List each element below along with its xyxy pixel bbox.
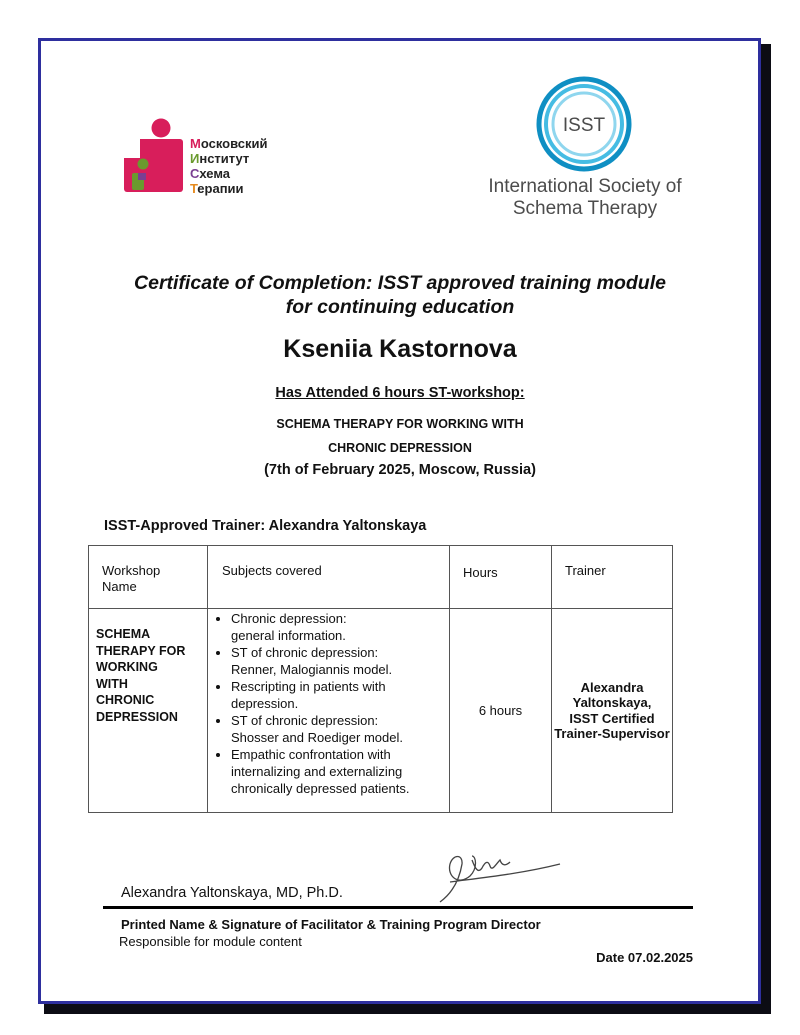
signer-name: Alexandra Yaltonskaya, MD, Ph.D. xyxy=(121,885,343,901)
logo-initial-letter: И xyxy=(190,151,200,166)
logo-initial-letter: Т xyxy=(190,181,198,196)
subject-line: Renner, Malogiannis model. xyxy=(231,662,393,677)
subject-item xyxy=(231,610,449,644)
subject-item xyxy=(231,678,449,712)
subject-line: general information. xyxy=(231,628,346,643)
workshop-name-line: THERAPY FOR xyxy=(96,643,186,658)
trainer-line: ISST Certified xyxy=(569,710,655,726)
trainer-line: Alexandra xyxy=(580,679,644,695)
workshop-title-line-1: SCHEMA THERAPY FOR WORKING WITH xyxy=(276,417,524,431)
moscow-institute-logo-icon xyxy=(118,116,190,196)
subject-line: • Empathic confrontation with xyxy=(231,747,391,762)
workshop-title-line-2: CHRONIC DEPRESSION xyxy=(328,441,472,455)
trainer-line: Yaltonskaya, xyxy=(572,695,652,710)
subject-line: depression. xyxy=(231,696,299,711)
logo-initial-letter: М xyxy=(190,136,201,151)
subject-item xyxy=(231,712,449,746)
moscow-institute-line-1 xyxy=(190,136,268,151)
workshop-name-line: WORKING xyxy=(96,660,158,674)
subject-line: • Chronic depression: xyxy=(231,611,347,626)
certificate-date: Date 07.02.2025 xyxy=(596,950,693,965)
hours-cell xyxy=(450,609,552,813)
logo-rest-letters: ерапии xyxy=(197,181,244,196)
workshop-name-line: SCHEMA xyxy=(96,627,151,641)
subject-item xyxy=(231,644,449,678)
trainer-cell xyxy=(552,609,673,813)
header-cell-trainer xyxy=(552,546,673,609)
hours-value: 6 hours xyxy=(478,703,523,718)
header-hours: Hours xyxy=(463,565,498,580)
printed-name-label: Printed Name & Signature of Facilitator & Training Program Director xyxy=(121,917,541,932)
subjects-list xyxy=(208,610,449,797)
approved-trainer: ISST-Approved Trainer: Alexandra Yaltonskaya xyxy=(104,518,427,534)
workshop-name-cell xyxy=(89,609,208,813)
logo-rest-letters: осковский xyxy=(200,136,268,151)
moscow-institute-line-4 xyxy=(190,181,268,196)
signature-line xyxy=(103,906,693,909)
trainer-line: Trainer-Supervisor xyxy=(554,726,670,741)
certificate-title xyxy=(60,271,740,319)
logo-initial-letter: С xyxy=(190,166,200,181)
header-cell-workshop-name xyxy=(89,546,208,609)
workshop-title xyxy=(60,412,740,460)
moscow-institute-line-2-text xyxy=(190,151,249,166)
header-cell-hours xyxy=(450,546,552,609)
workshop-name-line: CHRONIC xyxy=(96,693,155,707)
isst-logo-icon xyxy=(534,74,634,174)
moscow-institute-line-4-text xyxy=(190,181,244,196)
header-workshop-name: Workshop Name xyxy=(102,563,161,594)
moscow-institute-line-3-text xyxy=(190,166,230,181)
subject-item xyxy=(231,746,449,797)
subject-line: chronically depressed patients. xyxy=(231,781,410,796)
subject-line: internalizing and externalizing xyxy=(231,764,403,779)
moscow-institute-line-2 xyxy=(190,151,268,166)
workshop-date-location: (7th of February 2025, Moscow, Russia) xyxy=(264,462,536,478)
workshop-name xyxy=(89,609,207,725)
subject-line: Shosser and Roediger model. xyxy=(231,730,403,745)
header-cell-subjects xyxy=(208,546,450,609)
handwritten-signature-icon xyxy=(420,846,570,908)
isst-name xyxy=(470,176,700,220)
moscow-institute-line-1-text xyxy=(190,136,268,151)
moscow-institute-line-3 xyxy=(190,166,268,181)
header-trainer: Trainer xyxy=(565,563,606,578)
subject-line: • Rescripting in patients with xyxy=(231,679,386,694)
attended-statement: Has Attended 6 hours ST-workshop: xyxy=(275,385,525,401)
isst-name-line-1: International Society of xyxy=(488,176,682,197)
table-header-row xyxy=(89,546,673,609)
subject-line: • ST of chronic depression: xyxy=(231,645,379,660)
responsible-label: Responsible for module content xyxy=(119,934,302,949)
moscow-institute-name xyxy=(190,136,268,196)
logo-rest-letters: нститут xyxy=(199,151,250,166)
workshop-name-line: DEPRESSION xyxy=(96,709,178,724)
isst-badge-text: ISST xyxy=(562,115,606,136)
table-row xyxy=(89,609,673,813)
workshop-table xyxy=(88,545,673,813)
workshop-name-line: WITH xyxy=(96,676,128,691)
recipient-name: Kseniia Kastornova xyxy=(283,335,517,363)
subject-line: • ST of chronic depression: xyxy=(231,713,379,728)
subjects-cell xyxy=(208,609,450,813)
header-subjects: Subjects covered xyxy=(222,563,322,578)
isst-name-line-2: Schema Therapy xyxy=(512,198,658,219)
logo-rest-letters: хема xyxy=(199,166,231,181)
certificate-title-line-2: for continuing education xyxy=(285,296,515,318)
certificate-title-line-1: Certificate of Completion: ISST approved training module xyxy=(134,272,666,294)
